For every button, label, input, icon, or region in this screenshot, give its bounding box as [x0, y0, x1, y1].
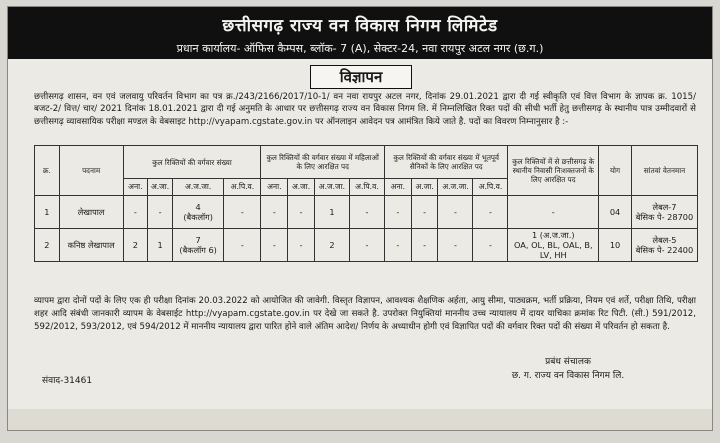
row-sno: 1 [35, 196, 60, 229]
row-exsvc-cell: - [438, 196, 473, 229]
table-row [35, 196, 698, 229]
pay-basic: बेसिक पे- 28700 [635, 212, 694, 222]
page-fold-shadow [8, 409, 712, 431]
header-exservicemen-group: कुल रिक्तियों की वर्गवार संख्या में भूतपूर्व सैनिकों के लिए आरक्षित पद [384, 146, 508, 179]
cat-header: अ.ज.जा. [314, 179, 349, 196]
row-women-cell: - [349, 229, 384, 262]
header-total-group: कुल रिक्तियों की वर्गवार संख्या [123, 146, 261, 179]
cat-header: अ.जा. [411, 179, 438, 196]
advertisement-page [7, 6, 713, 431]
cat-header: अ.पि.व. [224, 179, 261, 196]
org-name: छत्तीसगढ़ राज्य वन विकास निगम लिमिटेड [222, 16, 498, 36]
signatory-designation: प्रबंध संचालक [545, 357, 591, 367]
row-exsvc-cell: - [438, 229, 473, 262]
row-sum: 10 [599, 229, 632, 262]
org-address: प्रधान कार्यालय- ऑफिस कैम्पस, ब्लॉक- 7 (A), सेक्टर-24, नवा रायपुर अटल नगर (छ.ग.) [176, 42, 544, 55]
table-row [35, 229, 698, 262]
row-exsvc-cell: - [384, 229, 411, 262]
header-total: योग [599, 146, 632, 196]
row-sno: 2 [35, 229, 60, 262]
row-disabled-cell [508, 229, 599, 262]
row-women-cell: - [288, 196, 315, 229]
header-post: पदनाम [59, 146, 123, 196]
cat-header: अ.पि.व. [473, 179, 508, 196]
row-exsvc-cell: - [384, 196, 411, 229]
row-post: कनिष्ठ लेखापाल [59, 229, 123, 262]
cat-header: अ.जा. [288, 179, 315, 196]
header-pay-scale: सांतवां वेतनमान [632, 146, 698, 196]
header-band [8, 7, 712, 59]
row-total-cell: - [224, 196, 261, 229]
row-total-cell-st [172, 229, 223, 262]
pay-basic: बेसिक पे- 22400 [635, 245, 694, 255]
row-total-cell: 2 [123, 229, 148, 262]
row-total-st-value: 4 [195, 202, 201, 212]
ad-number: संवाद-31461 [42, 376, 93, 386]
row-total-cell-st [172, 196, 223, 229]
row-exsvc-cell: - [411, 229, 438, 262]
header-disabled-group: कुल रिक्तियों में से छत्तीसगढ़ के स्थानीय निवासी निःशक्तजनों के लिए आरक्षित पद [508, 146, 599, 196]
row-women-cell: - [261, 196, 288, 229]
cat-header: अ.ज.जा. [172, 179, 223, 196]
row-exsvc-cell: - [411, 196, 438, 229]
row-women-cell: - [288, 229, 315, 262]
cat-header: अना. [261, 179, 288, 196]
cat-header: अना. [384, 179, 411, 196]
advertisement-title: विज्ञापन [310, 65, 412, 89]
row-women-cell: - [261, 229, 288, 262]
row-pay [632, 196, 698, 229]
cat-header: अना. [123, 179, 148, 196]
row-total-cell: - [123, 196, 148, 229]
signature-block [448, 355, 688, 383]
row-sum: 04 [599, 196, 632, 229]
intro-paragraph: छत्तीसगढ़ शासन, वन एवं जलवायु परिवर्तन विभाग का पत्र क्र./243/2166/2017/10-1/ वन नवा रायपुर अटल नगर, दिनांक 29.01.2021 द्वारा दी गई स्वीकृति एवं वित्त विभाग के ज्ञापक क्र. 1015/ बजट-2/ वित्त/ चार/ 2021 दिनांक 18.01.2021 द्वारा दी गई अनुमति के आधार पर छत्तीसगढ़ राज्य वन विकास निगम लि. में निम्नलिखित रिक्त पदों की सीधी भर्ती हेतु छत्तीसगढ़ के स्थानीय पात्र उम्मीदवारों से छत्तीसगढ़ व्यावसायिक परीक्षा मण्डल के वेबसाइट http://vyapam.cgstate.gov.in पर ऑनलाइन आवेदन पत्र आमंत्रित किये जाते है. पदों का विवरण निम्नानुसार है :- [34, 92, 696, 127]
row-total-st-value: 7 [195, 235, 201, 245]
row-post: लेखापाल [59, 196, 123, 229]
row-total-cell: - [224, 229, 261, 262]
cat-header: अ.ज.जा. [438, 179, 473, 196]
row-disabled-cell: - [508, 196, 599, 229]
row-exsvc-cell: - [473, 229, 508, 262]
row-total-st-note: (बैकलॉग 6) [179, 245, 217, 255]
pay-level: लेबल-5 [652, 235, 677, 245]
row-total-cell: - [148, 196, 173, 229]
row-women-cell: 1 [314, 196, 349, 229]
vacancy-table [34, 145, 698, 262]
row-women-cell: - [349, 196, 384, 229]
row-pay [632, 229, 698, 262]
header-women-group: कुल रिक्तियों की वर्गवार संख्या में महिलाओं के लिए आरक्षित पद [261, 146, 385, 179]
row-total-st-note: (बैकलॉग) [183, 212, 213, 222]
row-women-cell: 2 [314, 229, 349, 262]
row-exsvc-cell: - [473, 196, 508, 229]
disabled-categories: OA, OL, BL, OAL, B, LV, HH [513, 240, 593, 260]
disabled-count: 1 (अ.ज.जा.) [532, 230, 575, 240]
header-sno: क्र. [35, 146, 60, 196]
row-total-cell: 1 [148, 229, 173, 262]
cat-header: अ.पि.व. [349, 179, 384, 196]
cat-header: अ.जा. [148, 179, 173, 196]
footer-paragraph: व्यापम द्वारा दोनों पदों के लिए एक ही परीक्षा दिनांक 20.03.2022 को आयोजित की जावेगी. विस्तृत विज्ञापन, आवश्यक शैक्षणिक अर्हता, आयु सीमा, पाठ्यक्रम, भर्ती प्रक्रिया, नियम एवं शर्ते, परीक्षा तिथि, परीक्षा शहर आदि संबंधी जानकारी व्यापम के वेबसाईट http://vyapam.cgstate.gov.in पर देखे जा सकते है. उपरोक्त नियुक्तियां माननीय उच्च न्यायालय में दायर याचिका क्रमांक रिट पिटी. (सी.) 591/2012, 592/2012, 593/2012, एवं 594/2012 में माननीय न्यायालय द्वारा पारित होने वाले अंतिम आदेश/ निर्णय के अध्याधीन होगी एवं विज्ञापित पदों की वर्गवार रिक्त पदों की संख्या में परिवर्तन हो सकता है. [34, 296, 696, 333]
pay-level: लेबल-7 [652, 202, 677, 212]
signatory-org: छ. ग. राज्य वन विकास निगम लि. [511, 371, 625, 381]
